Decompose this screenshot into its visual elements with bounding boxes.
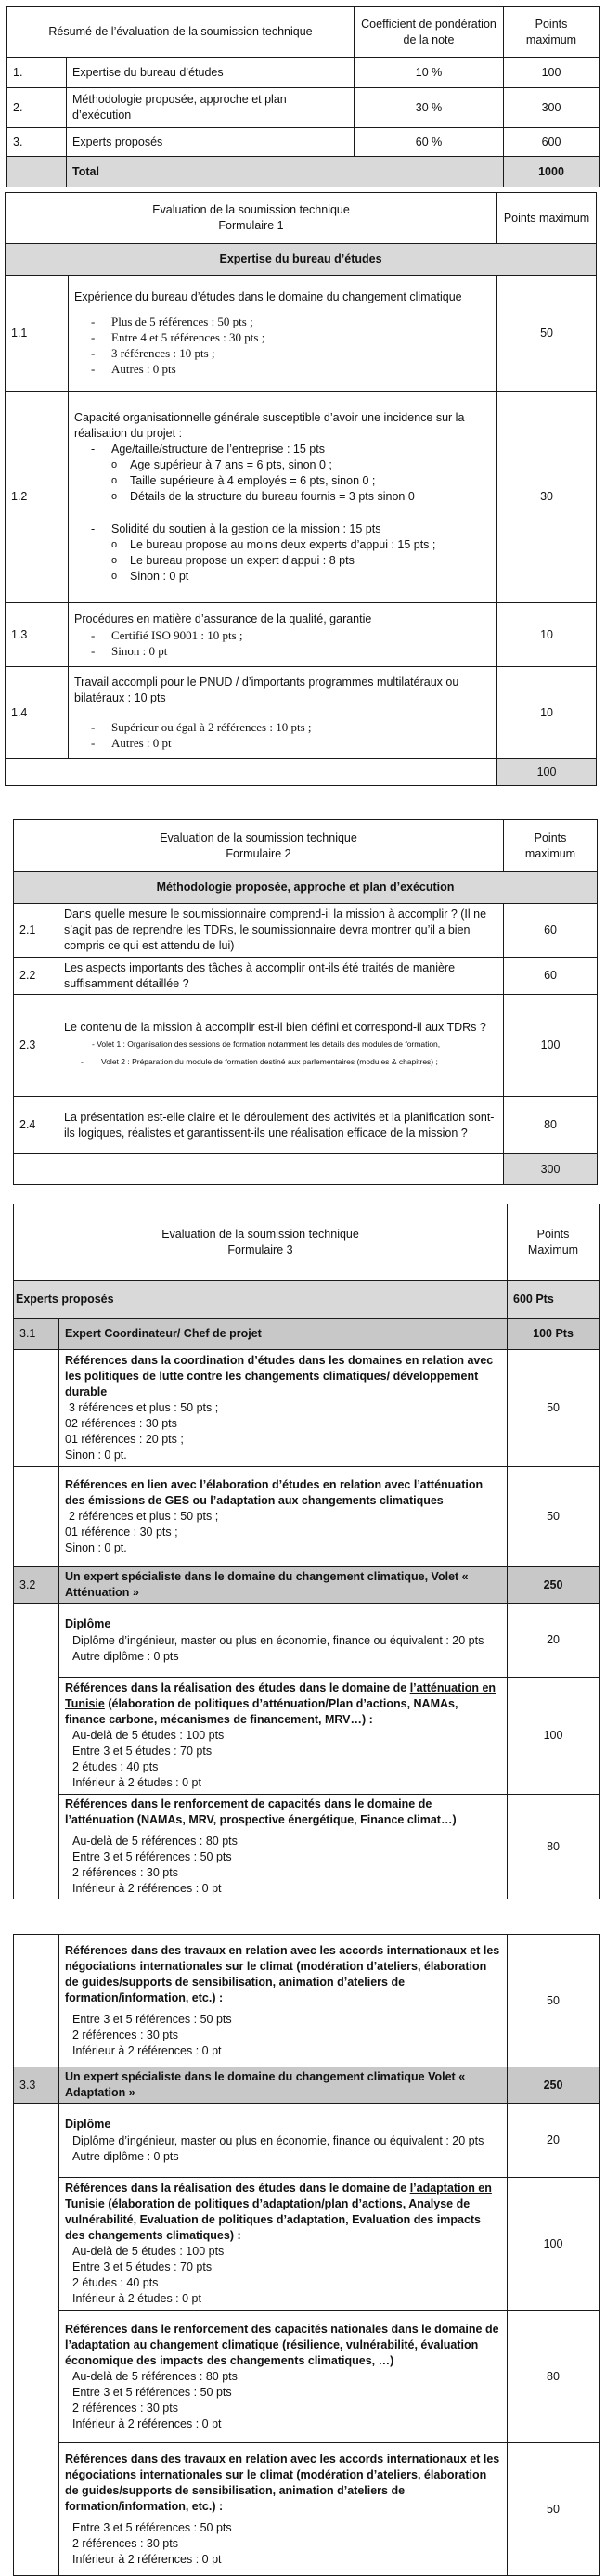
title-line: Evaluation de la soumission technique — [161, 1227, 359, 1241]
row-points: 50 — [508, 1350, 600, 1467]
table-row — [6, 392, 597, 603]
row-label: Méthodologie proposée, approche et plan d’exécution — [67, 88, 355, 128]
criterion-title: Références dans la coordination d’études dans les domaines en relation avec les politiques de lutte contre les changements climatiques/ développement durable — [65, 1354, 494, 1398]
row-points: 50 — [508, 1467, 600, 1567]
summary-table — [6, 6, 600, 187]
criterion-item: Inférieur à 2 études : 0 pt — [72, 2292, 201, 2305]
row-num: 1.3 — [6, 603, 69, 667]
form2-table — [13, 819, 598, 1185]
row-points: 50 — [497, 276, 597, 392]
title-underlined: l’atténuation en Tunisie — [65, 1681, 496, 1710]
criterion-item: 2 études : 40 pts — [72, 2276, 159, 2289]
dash-marker: - — [81, 1057, 84, 1066]
subsection-points: 250 — [508, 1567, 600, 1604]
table-row — [14, 2104, 600, 2178]
row-num: 2.1 — [14, 904, 58, 958]
table-row — [14, 1604, 600, 1678]
title-underlined: l’adaptation en Tunisie — [65, 2182, 492, 2210]
row-points: 20 — [508, 1604, 600, 1678]
row-label: Experts proposés — [67, 128, 355, 157]
table-row — [14, 1795, 600, 1900]
sub-item: o Taille supérieure à 4 employés = 6 pts, sinon 0 ; — [111, 473, 491, 489]
sub-item: o Le bureau propose au moins deux experts d’appui : 15 pts ; — [111, 537, 491, 553]
subsection-title: Un expert spécialiste dans le domaine du changement climatique Volet « Adaptation » — [59, 2067, 508, 2104]
criterion-item: Diplôme d’ingénieur, master ou plus en économie, finance ou équivalent : 20 pts — [72, 1633, 484, 1647]
criterion-item: 01 références : 20 pts ; — [65, 1433, 184, 1446]
criterion-text: Le contenu de la mission à accomplir est-il bien défini et correspond-il aux TDRs ? — [64, 1021, 486, 1034]
criterion-title: Procédures en matière d’assurance de la qualité, garantie — [74, 612, 372, 625]
row-coef: 30 % — [355, 88, 504, 128]
criterion-item: Au-delà de 5 études : 100 pts — [72, 1729, 225, 1742]
criterion-text: Les aspects importants des tâches à accomplir ont-ils été traités de manière suffisamment détaillée ? — [58, 958, 504, 995]
row-points: 10 — [497, 603, 597, 667]
row-points: 50 — [508, 2443, 600, 2576]
criterion-title: Diplôme — [65, 1616, 111, 1630]
criterion-item: Au-delà de 5 références : 80 pts — [72, 2369, 238, 2383]
sub-item: o Age supérieur à 7 ans = 6 pts, sinon 0 ; — [111, 457, 491, 473]
criterion-item: 2 références : 30 pts — [72, 1866, 178, 1879]
form2-title — [14, 820, 504, 872]
sub-item: o Sinon : 0 pt — [111, 569, 491, 585]
criterion-item: 2 références : 30 pts — [72, 2536, 178, 2550]
criterion-item: Autre diplôme : 0 pts — [72, 2149, 179, 2163]
title-pre: Références dans la réalisation des études dans le domaine de — [65, 1681, 407, 1694]
criterion-title: Travail accompli pour le PNUD / d’importants programmes multilatéraux ou bilatéraux : 10 pts — [74, 676, 459, 704]
table-row — [14, 904, 598, 958]
criterion-item: 2 références et plus : 50 pts ; — [69, 1510, 219, 1523]
table-row — [6, 667, 597, 759]
criterion-item: - Supérieur ou égal à 2 références : 10 pts ; — [91, 719, 491, 735]
criterion-item: - Sinon : 0 pt — [91, 643, 491, 659]
row-num: 3.1 — [14, 1319, 59, 1350]
row-label: Expertise du bureau d’études — [67, 58, 355, 88]
subsection-title: Un expert spécialiste dans le domaine du changement climatique, Volet « Atténuation » — [59, 1567, 508, 1604]
row-num: 2.3 — [14, 995, 58, 1097]
points-header: Points maximum — [504, 7, 600, 58]
criterion-item: - Plus de 5 références : 50 pts ; — [91, 314, 491, 329]
table-row — [14, 1097, 598, 1154]
criterion-title: Capacité organisationnelle générale susceptible d’avoir une incidence sur la réalisation du projet : — [74, 410, 465, 440]
row-points: 60 — [504, 958, 598, 995]
criterion-item: Entre 3 et 5 références : 50 pts — [72, 2012, 232, 2026]
table-row — [14, 2443, 600, 2576]
criterion-item: 2 références : 30 pts — [72, 2028, 178, 2041]
row-num: 3. — [7, 128, 67, 157]
row-points: 60 — [504, 904, 598, 958]
row-num: 1. — [7, 58, 67, 88]
criterion-item: 2 études : 40 pts — [72, 1760, 159, 1773]
total-points: 1000 — [504, 157, 600, 187]
criterion-title: Expérience du bureau d’études dans le domaine du changement climatique — [74, 290, 462, 303]
criterion-title: Références dans le renforcement de capacités dans le domaine de l’atténuation (NAMAs, MRV, prospective énergétique, Finance climat…) — [65, 1797, 457, 1826]
row-coef: 60 % — [355, 128, 504, 157]
row-points: 100 — [508, 1678, 600, 1795]
title-line: Formulaire 3 — [227, 1243, 293, 1256]
title-line: Formulaire 1 — [218, 219, 284, 232]
row-points: 300 — [504, 88, 600, 128]
criterion-item: Inférieur à 2 références : 0 pt — [72, 1882, 222, 1895]
total-label: Total — [67, 157, 504, 187]
row-num: 2.2 — [14, 958, 58, 995]
criterion-item: Inférieur à 2 références : 0 pt — [72, 2043, 222, 2057]
title-post: (élaboration de politiques d’atténuation/Plan d’actions, NAMAs, finance carbone, mécanismes de financement, MRV…) : — [65, 1697, 458, 1726]
criterion-item: Inférieur à 2 références : 0 pt — [72, 2552, 222, 2566]
subsection-points: 250 — [508, 2067, 600, 2104]
criterion-item: 02 références : 30 pts — [65, 1417, 177, 1430]
title-line: Evaluation de la soumission technique — [160, 831, 357, 844]
table-row — [14, 1350, 600, 1467]
sub-item: o Le bureau propose un expert d’appui : 8 pts — [111, 553, 491, 569]
criterion-item: Entre 3 et 5 références : 50 pts — [72, 1850, 232, 1863]
table-row — [7, 128, 600, 157]
table-row — [14, 995, 598, 1097]
table-row — [14, 1467, 600, 1567]
points-header: Points maximum — [497, 193, 597, 244]
criterion-item: - Volet 1 : Organisation des sessions de formation notamment les détails des modules de formation, — [92, 1039, 441, 1049]
row-points: 100 — [504, 58, 600, 88]
criterion-title — [65, 2181, 501, 2244]
title-pre: Références dans la réalisation des études dans le domaine de — [65, 2182, 407, 2195]
criterion-item: Entre 3 et 5 références : 50 pts — [72, 2385, 232, 2399]
criterion-item: Autre diplôme : 0 pts — [72, 1649, 179, 1663]
criterion-title: Diplôme — [65, 2117, 111, 2131]
criterion-item: - Certifié ISO 9001 : 10 pts ; — [91, 627, 491, 643]
criterion-item: - Autres : 0 pts — [91, 361, 491, 377]
criterion-item: Inférieur à 2 références : 0 pt — [72, 2416, 222, 2430]
row-points: 80 — [504, 1097, 598, 1154]
table-row — [14, 958, 598, 995]
criterion-item: - Entre 4 et 5 références : 30 pts ; — [91, 329, 491, 345]
title-line: Formulaire 2 — [226, 846, 291, 860]
total-points: 300 — [504, 1154, 598, 1185]
row-num: 1.4 — [6, 667, 69, 759]
criterion-item: Entre 3 et 5 études : 70 pts — [72, 2260, 213, 2273]
row-points: 30 — [497, 392, 597, 603]
row-num: 2.4 — [14, 1097, 58, 1154]
row-points: 10 — [497, 667, 597, 759]
row-points: 100 — [504, 995, 598, 1097]
row-coef: 10 % — [355, 58, 504, 88]
table-row — [14, 1678, 600, 1795]
table-row — [7, 88, 600, 128]
subsection-title: Expert Coordinateur/ Chef de projet — [59, 1319, 508, 1350]
criterion-item: - Age/taille/structure de l’entreprise : 15 pts — [91, 442, 491, 457]
criterion-item: - Solidité du soutien à la gestion de la mission : 15 pts — [91, 522, 491, 537]
table-row — [14, 1935, 600, 2067]
criterion-item: - Autres : 0 pt — [91, 735, 491, 751]
total-points: 100 — [497, 759, 597, 786]
points-header: Points Maximum — [508, 1204, 600, 1281]
row-num: 2. — [7, 88, 67, 128]
sub-item: o Détails de la structure du bureau fournis = 3 pts sinon 0 — [111, 489, 491, 505]
criterion-item: Entre 3 et 5 études : 70 pts — [72, 1745, 213, 1758]
row-num: 1.1 — [6, 276, 69, 392]
form1-table — [5, 192, 597, 786]
criterion-item: - 3 références : 10 pts ; — [91, 345, 491, 361]
row-num: 3.3 — [14, 2067, 59, 2104]
title-post: (élaboration de politiques d’adaptation/plan d’actions, Analyse de vulnérabilité, Evaluation de politiques d’adaptation, Evaluation des impacts des changements climatiques) : — [65, 2197, 482, 2242]
total-row — [7, 157, 600, 187]
criterion-item: Entre 3 et 5 références : 50 pts — [72, 2520, 232, 2534]
criterion-item: Sinon : 0 pt. — [65, 1449, 127, 1462]
summary-header: Résumé de l’évaluation de la soumission technique — [7, 7, 355, 58]
criterion-item-wrap — [64, 1053, 497, 1071]
table-row — [14, 2311, 600, 2443]
criterion-title: Références dans le renforcement des capacités nationales dans le domaine de l’adaptation au changement climatique (résilience, vulnérabilité, évaluation économique des impacts des changements climatiques, …) — [65, 2322, 499, 2367]
table-row — [7, 58, 600, 88]
criterion-item: Au-delà de 5 études : 100 pts — [72, 2245, 225, 2258]
section-points: 600 Pts — [508, 1281, 600, 1319]
table-row — [6, 603, 597, 667]
row-points: 20 — [508, 2104, 600, 2178]
form1-title — [6, 193, 497, 244]
criterion-item: 01 référence : 30 pts ; — [65, 1526, 178, 1539]
criterion-text: Dans quelle mesure le soumissionnaire comprend-il la mission à accomplir ? (Il ne s’agit pas de reprendre les TDRs, le soumissionnaire devra montrer qu’il a bien compris ce qui est attendu de lui) — [58, 904, 504, 958]
subsection-points: 100 Pts — [508, 1319, 600, 1350]
form3-title — [14, 1204, 508, 1281]
row-points: 100 — [508, 2178, 600, 2311]
title-line: Evaluation de la soumission technique — [152, 203, 350, 216]
form3-continued-table — [13, 1934, 600, 2576]
criterion-item: Au-delà de 5 références : 80 pts — [72, 1835, 238, 1848]
criterion-item: Inférieur à 2 études : 0 pt — [72, 1776, 201, 1789]
table-row — [14, 2178, 600, 2311]
criterion-title — [65, 1681, 501, 1728]
row-points: 80 — [508, 2311, 600, 2443]
row-num: 1.2 — [6, 392, 69, 603]
row-points: 50 — [508, 1935, 600, 2067]
criterion-item: Sinon : 0 pt. — [65, 1541, 127, 1554]
criterion-title: Références dans des travaux en relation avec les accords internationaux et les négociations internationales sur le climat (modération d’ateliers, élaboration de guides/supports de sensibilisation, animation d’ateliers de formation/information, etc.) : — [65, 1943, 500, 2004]
row-points: 80 — [508, 1795, 600, 1900]
criterion-item: Volet 2 : Préparation du module de formation destiné aux parlementaires (modules & chapitres) ; — [101, 1057, 438, 1066]
section-header: Méthodologie proposée, approche et plan d’exécution — [14, 872, 598, 904]
row-points: 600 — [504, 128, 600, 157]
coef-header: Coefficient de pondération de la note — [355, 7, 504, 58]
row-num: 3.2 — [14, 1567, 59, 1604]
criterion-title: Références dans des travaux en relation avec les accords internationaux et les négociations internationales sur le climat (modération d’ateliers, élaboration de guides/supports de sensibilisation, animation d’ateliers de formation/information, etc.) : — [65, 2452, 500, 2513]
table-row — [6, 276, 597, 392]
form3-table — [13, 1204, 600, 1899]
criterion-item: Diplôme d’ingénieur, master ou plus en économie, finance ou équivalent : 20 pts — [72, 2133, 484, 2147]
section-header: Expertise du bureau d’études — [6, 244, 597, 276]
criterion-item: 2 références : 30 pts — [72, 2401, 178, 2415]
section-header: Experts proposés — [14, 1281, 508, 1319]
points-header: Points maximum — [504, 820, 598, 872]
criterion-text: La présentation est-elle claire et le déroulement des activités et la planification sont-ils logiques, réalistes et garantissent-ils une réalisation efficace de la mission ? — [58, 1097, 504, 1154]
criterion-title: Références en lien avec l’élaboration d’études en relation avec l’atténuation des émissions de GES ou l’adaptation aux changements climatiques — [65, 1478, 484, 1507]
criterion-item: 3 références et plus : 50 pts ; — [69, 1401, 219, 1414]
